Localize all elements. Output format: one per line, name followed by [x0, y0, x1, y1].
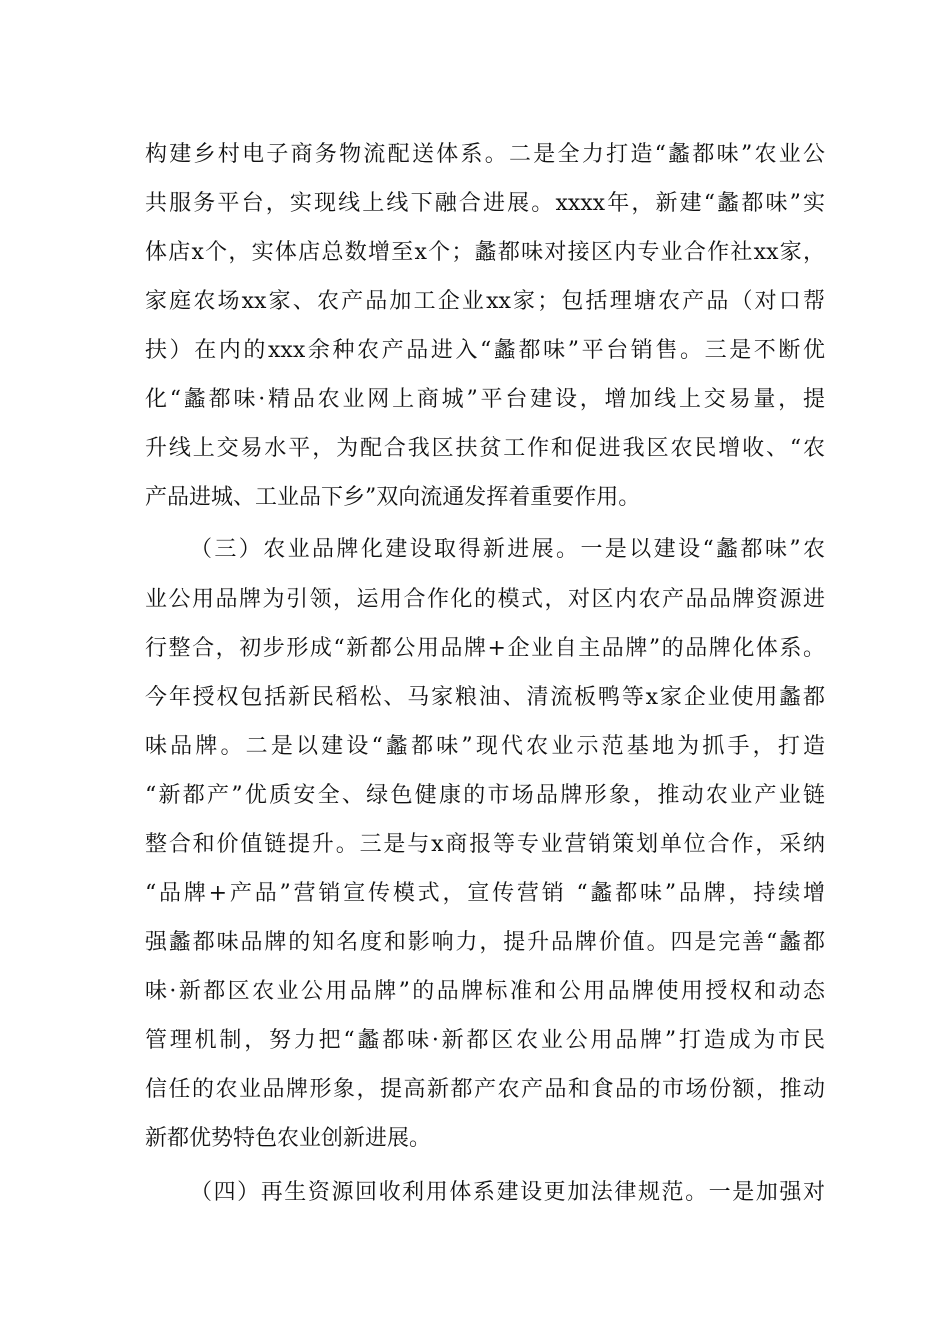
text-line: 今年授权包括新民稻松、马家粮油、清流板鸭等x家企业使用蠡都 [145, 685, 825, 710]
text-line: 新都优势特色农业创新进展。 [145, 1126, 432, 1151]
paragraph-start-line: （三）农业品牌化建设取得新进展。一是以建设“蠡都味”农 [190, 537, 825, 562]
text-line: 信任的农业品牌形象，提高新都产农产品和食品的市场份额，推动 [145, 1077, 825, 1102]
text-line: 扶）在内的xxx余种农产品进入“蠡都味”平台销售。三是不断优 [145, 338, 825, 363]
text-line: 化“蠡都味·精品农业网上商城”平台建设，增加线上交易量，提 [145, 387, 825, 412]
text-line: 味品牌。二是以建设“蠡都味”现代农业示范基地为抓手，打造 [145, 734, 825, 759]
text-line: 产品进城、工业品下乡”双向流通发挥着重要作用。 [145, 485, 641, 510]
text-line: 管理机制，努力把“蠡都味·新都区农业公用品牌”打造成为市民 [145, 1028, 825, 1053]
text-line: “品牌+产品”营销宣传模式，宣传营销 “蠡都味”品牌，持续增 [145, 881, 825, 906]
text-line: 味·新都区农业公用品牌”的品牌标准和公用品牌使用授权和动态 [145, 979, 825, 1004]
text-line: 业公用品牌为引领，运用合作化的模式，对区内农产品品牌资源进 [145, 587, 825, 612]
text-line: 共服务平台，实现线上线下融合进展。xxxx年，新建“蠡都味”实 [145, 191, 825, 216]
text-line: 整合和价值链提升。三是与x商报等专业营销策划单位合作，采纳 [145, 832, 825, 857]
text-line: 强蠡都味品牌的知名度和影响力，提升品牌价值。四是完善“蠡都 [145, 930, 825, 955]
text-line: 构建乡村电子商务物流配送体系。二是全力打造“蠡都味”农业公 [145, 142, 825, 167]
text-line: 行整合，初步形成“新都公用品牌+企业自主品牌”的品牌化体系。 [145, 636, 825, 661]
paragraph-start-line: （四）再生资源回收利用体系建设更加法律规范。一是加强对 [190, 1180, 825, 1205]
text-line: 体店x个，实体店总数增至x个；蠡都味对接区内专业合作社xx家， [145, 240, 825, 265]
text-line: “新都产”优质安全、绿色健康的市场品牌形象，推动农业产业链 [145, 783, 825, 808]
text-line: 升线上交易水平，为配合我区扶贫工作和促进我区农民增收、“农 [145, 436, 825, 461]
text-line: 家庭农场xx家、农产品加工企业xx家；包括理塘农产品（对口帮 [145, 289, 825, 314]
